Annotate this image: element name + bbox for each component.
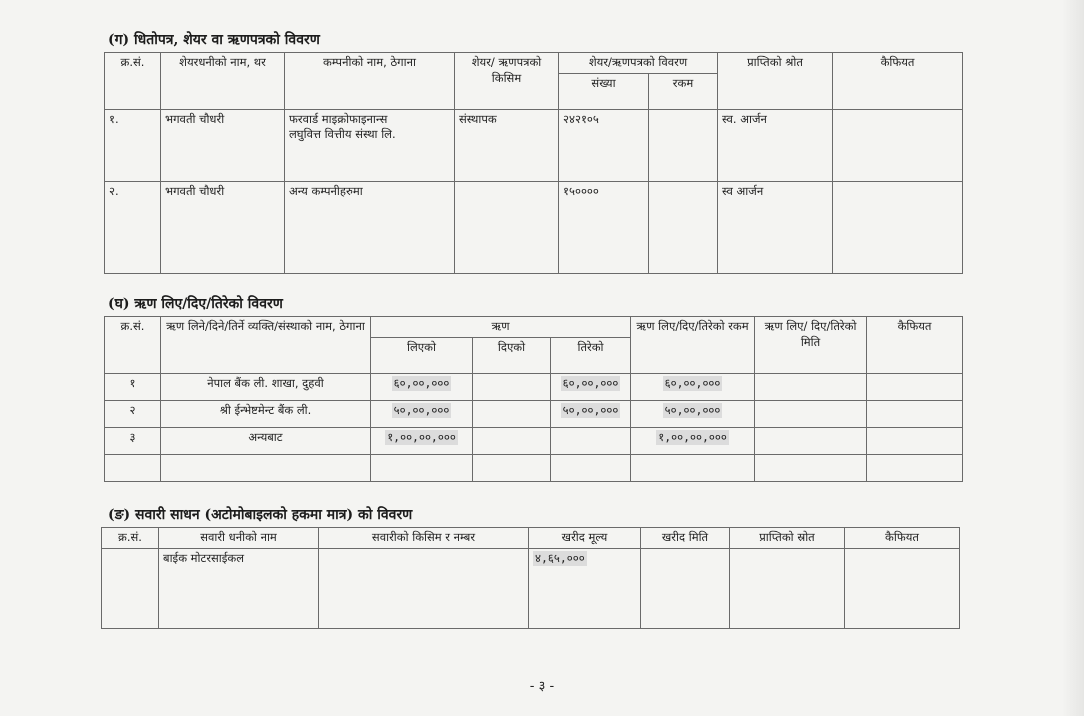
- header-owner: सवारी धनीको नाम: [159, 528, 319, 549]
- cell-price: [529, 548, 641, 628]
- header-source: प्राप्तिको श्रोत: [718, 53, 833, 110]
- cell-holder: भगवती चौधरी: [161, 109, 285, 181]
- cell-empty: [371, 454, 473, 481]
- loan-value: ६०,००,०००: [393, 375, 450, 390]
- cell-empty: [473, 454, 551, 481]
- header-date: ऋण लिए/ दिए/तिरेको मिति: [755, 317, 867, 374]
- cell-date: [755, 427, 867, 454]
- header-type: शेयर/ ऋणपत्रको किसिम: [455, 53, 559, 110]
- cell-remarks: [845, 548, 960, 628]
- table-row: [105, 454, 963, 481]
- cell-date: [755, 373, 867, 400]
- cell-paid: [551, 400, 631, 427]
- header-paid: तिरेको: [551, 337, 631, 373]
- cell-date: [641, 548, 730, 628]
- header-sn: क्र.सं.: [102, 528, 159, 549]
- cell-sn: १: [105, 373, 161, 400]
- cell-amount: [631, 400, 755, 427]
- loan-value: ५०,००,०००: [562, 402, 619, 417]
- cell-given: [473, 427, 551, 454]
- cell-sn: २.: [105, 181, 161, 273]
- cell-sn: [102, 548, 159, 628]
- price-value: ४,६५,०००: [535, 550, 585, 565]
- cell-remarks: [833, 181, 963, 273]
- cell-amount: [631, 373, 755, 400]
- table-row: [105, 109, 963, 181]
- cell-empty: [755, 454, 867, 481]
- cell-taken: [371, 427, 473, 454]
- header-vehicle: सवारीको किसिम र नम्बर: [319, 528, 529, 549]
- cell-empty: [161, 454, 371, 481]
- cell-taken: [371, 373, 473, 400]
- header-details: शेयर/ऋणपत्रको विवरण: [559, 53, 718, 74]
- cell-paid: [551, 373, 631, 400]
- cell-empty: [105, 454, 161, 481]
- table-row: [105, 181, 963, 273]
- header-remarks: कैफियत: [845, 528, 960, 549]
- cell-source: स्व. आर्जन: [718, 109, 833, 181]
- page-number: - ३ -: [529, 679, 555, 694]
- cell-taken: [371, 400, 473, 427]
- header-party: ऋण लिने/दिने/तिर्ने व्यक्ति/संस्थाको नाम, ठेगाना: [161, 317, 371, 374]
- cell-remarks: [833, 109, 963, 181]
- cell-source: स्व आर्जन: [718, 181, 833, 273]
- cell-amount: [631, 427, 755, 454]
- cell-remarks: [867, 427, 963, 454]
- header-loan: ऋण: [371, 317, 631, 338]
- cell-remarks: [867, 400, 963, 427]
- loan-value: ५०,००,०००: [664, 402, 721, 417]
- header-company: कम्पनीको नाम, ठेगाना: [285, 53, 455, 110]
- cell-amount: [649, 181, 718, 273]
- vehicles-table: [101, 527, 960, 629]
- company-line: फरवार्ड माइक्रोफाइनान्स: [289, 111, 388, 126]
- header-loan-amount: ऋण लिए/दिए/तिरेको रकम: [631, 317, 755, 374]
- cell-date: [755, 400, 867, 427]
- cell-sn: २: [105, 400, 161, 427]
- header-holder: शेयरधनीको नाम, थर: [161, 53, 285, 110]
- header-given: दिएको: [473, 337, 551, 373]
- company-line: लघुवित्त वित्तीय संस्था लि.: [289, 127, 396, 142]
- section-ng-title: (ङ) सवारी साधन (अटोमोबाइलको हकमा मात्र) को विवरण: [108, 507, 413, 523]
- cell-company: [285, 109, 455, 181]
- cell-sn: ३: [105, 427, 161, 454]
- cell-type: संस्थापक: [455, 109, 559, 181]
- cell-amount: [649, 109, 718, 181]
- header-sn: क्र.सं.: [105, 53, 161, 110]
- cell-given: [473, 400, 551, 427]
- table-row: [105, 373, 963, 400]
- header-taken: लिएको: [371, 337, 473, 373]
- header-source: प्राप्तिको स्रोत: [730, 528, 845, 549]
- table-row: [102, 548, 960, 628]
- cell-party: श्री ईन्भेष्टमेन्ट बैंक ली.: [161, 400, 371, 427]
- header-price: खरीद मूल्य: [529, 528, 641, 549]
- section-gh-title: (घ) ऋण लिए/दिए/तिरेको विवरण: [108, 296, 283, 312]
- header-remarks: कैफियत: [833, 53, 963, 110]
- table-row: [105, 400, 963, 427]
- cell-type: [455, 181, 559, 273]
- loans-table: [104, 316, 963, 482]
- cell-company: [285, 181, 455, 273]
- loan-value: १,००,००,०००: [658, 429, 727, 444]
- header-sn: क्र.सं.: [105, 317, 161, 374]
- cell-sn: १.: [105, 109, 161, 181]
- securities-table: [104, 52, 963, 274]
- loan-value: ६०,००,०००: [562, 375, 619, 390]
- cell-vehicle: [319, 548, 529, 628]
- cell-paid: [551, 427, 631, 454]
- table-row: [105, 427, 963, 454]
- cell-empty: [631, 454, 755, 481]
- section-g-title: (ग) धितोपत्र, शेयर वा ऋणपत्रको विवरण: [108, 32, 320, 48]
- header-amount: रकम: [649, 73, 718, 109]
- header-remarks: कैफियत: [867, 317, 963, 374]
- cell-quantity: २४२१०५: [559, 109, 649, 181]
- loan-value: १,००,००,०००: [387, 429, 456, 444]
- cell-remarks: [867, 373, 963, 400]
- cell-party: अन्यबाट: [161, 427, 371, 454]
- cell-given: [473, 373, 551, 400]
- cell-party: नेपाल बैंक ली. शाखा, दुहवी: [161, 373, 371, 400]
- header-quantity: संख्या: [559, 73, 649, 109]
- company-line: अन्य कम्पनीहरुमा: [289, 183, 363, 198]
- cell-empty: [867, 454, 963, 481]
- page-edge: [1062, 0, 1084, 716]
- cell-quantity: १५००००: [559, 181, 649, 273]
- cell-empty: [551, 454, 631, 481]
- cell-owner: बाईक मोटरसाईकल: [159, 548, 319, 628]
- header-date: खरीद मिति: [641, 528, 730, 549]
- cell-holder: भगवती चौधरी: [161, 181, 285, 273]
- cell-source: [730, 548, 845, 628]
- loan-value: ६०,००,०००: [664, 375, 721, 390]
- loan-value: ५०,००,०००: [393, 402, 450, 417]
